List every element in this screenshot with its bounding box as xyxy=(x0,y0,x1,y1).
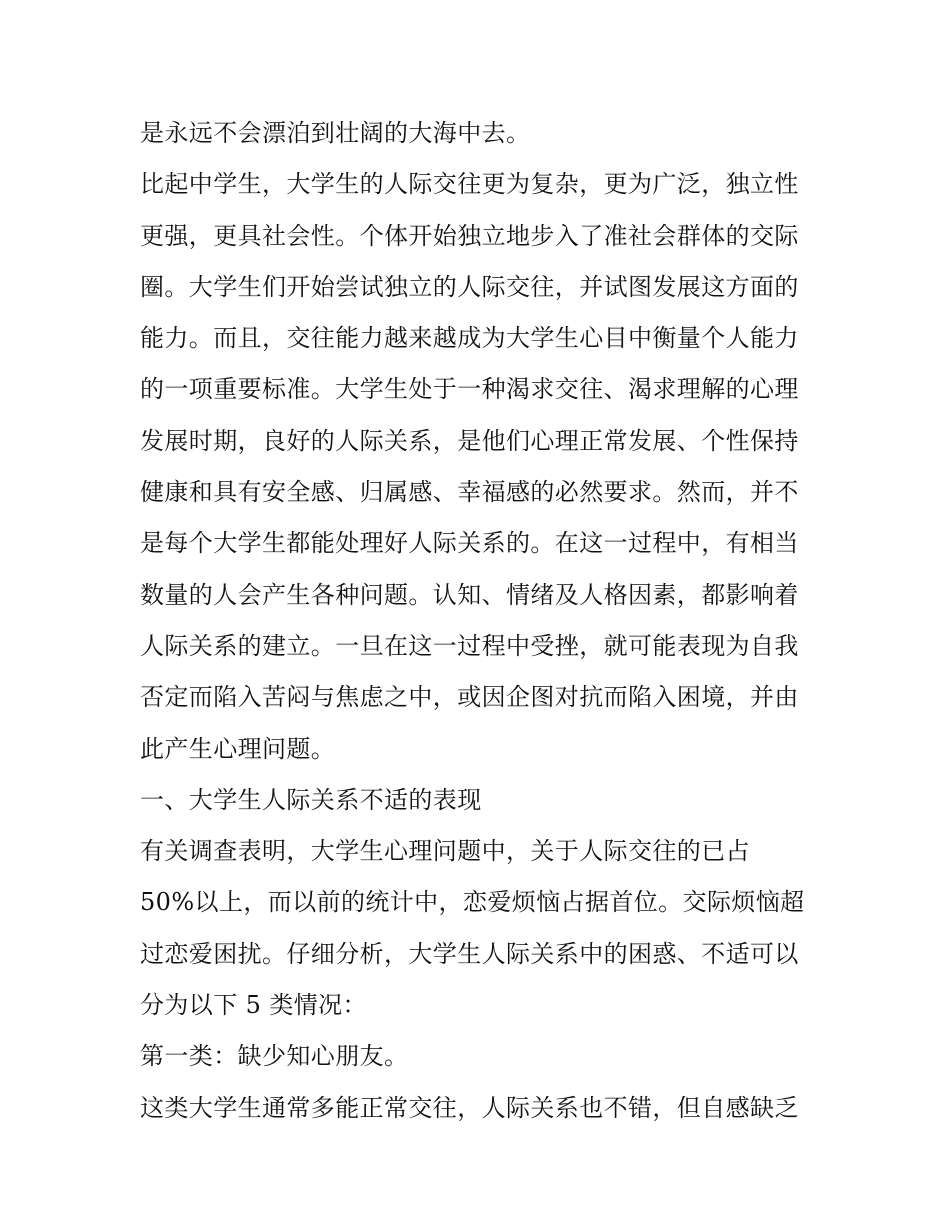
text-line: 50%以上，而以前的统计中，恋爱烦恼占据首位。交际烦恼超 xyxy=(140,888,805,917)
text-line: 发展时期，良好的人际关系，是他们心理正常发展、个性保持 xyxy=(140,426,799,455)
text-line: 圈。大学生们开始尝试独立的人际交往，并试图发展这方面的 xyxy=(140,272,799,301)
text-line: 健康和具有安全感、归属感、幸福感的必然要求。然而，并不 xyxy=(140,478,799,507)
text-line: 是每个大学生都能处理好人际关系的。在这一过程中，有相当 xyxy=(140,529,799,558)
text-line: 这类大学生通常多能正常交往，人际关系也不错，但自感缺乏 xyxy=(140,1093,799,1122)
text-line: 有关调查表明，大学生心理问题中，关于人际交往的已占 xyxy=(140,837,750,866)
text-line: 分为以下 5 类情况： xyxy=(140,991,367,1020)
subsection-heading: 第一类：缺少知心朋友。 xyxy=(140,1042,409,1071)
document-body xyxy=(140,108,820,1134)
text-line: 人际关系的建立。一旦在这一过程中受挫，就可能表现为自我 xyxy=(140,631,799,660)
text-line: 能力。而且，交往能力越来越成为大学生心目中衡量个人能力 xyxy=(140,324,799,353)
text-line: 否定而陷入苦闷与焦虑之中，或因企图对抗而陷入困境，并由 xyxy=(140,683,799,712)
text-line: 过恋爱困扰。仔细分析，大学生人际关系中的困惑、不适可以 xyxy=(140,939,799,968)
text-line: 的一项重要标准。大学生处于一种渴求交往、渴求理解的心理 xyxy=(140,375,799,404)
text-line: 比起中学生，大学生的人际交往更为复杂，更为广泛，独立性 xyxy=(140,170,799,199)
text-line: 是永远不会漂泊到壮阔的大海中去。 xyxy=(140,119,531,147)
section-heading: 一、大学生人际关系不适的表现 xyxy=(140,785,482,814)
text-line: 数量的人会产生各种问题。认知、情绪及人格因素，都影响着 xyxy=(140,580,799,609)
text-line: 更强，更具社会性。个体开始独立地步入了准社会群体的交际 xyxy=(140,221,799,250)
text-line: 此产生心理问题。 xyxy=(140,734,336,763)
